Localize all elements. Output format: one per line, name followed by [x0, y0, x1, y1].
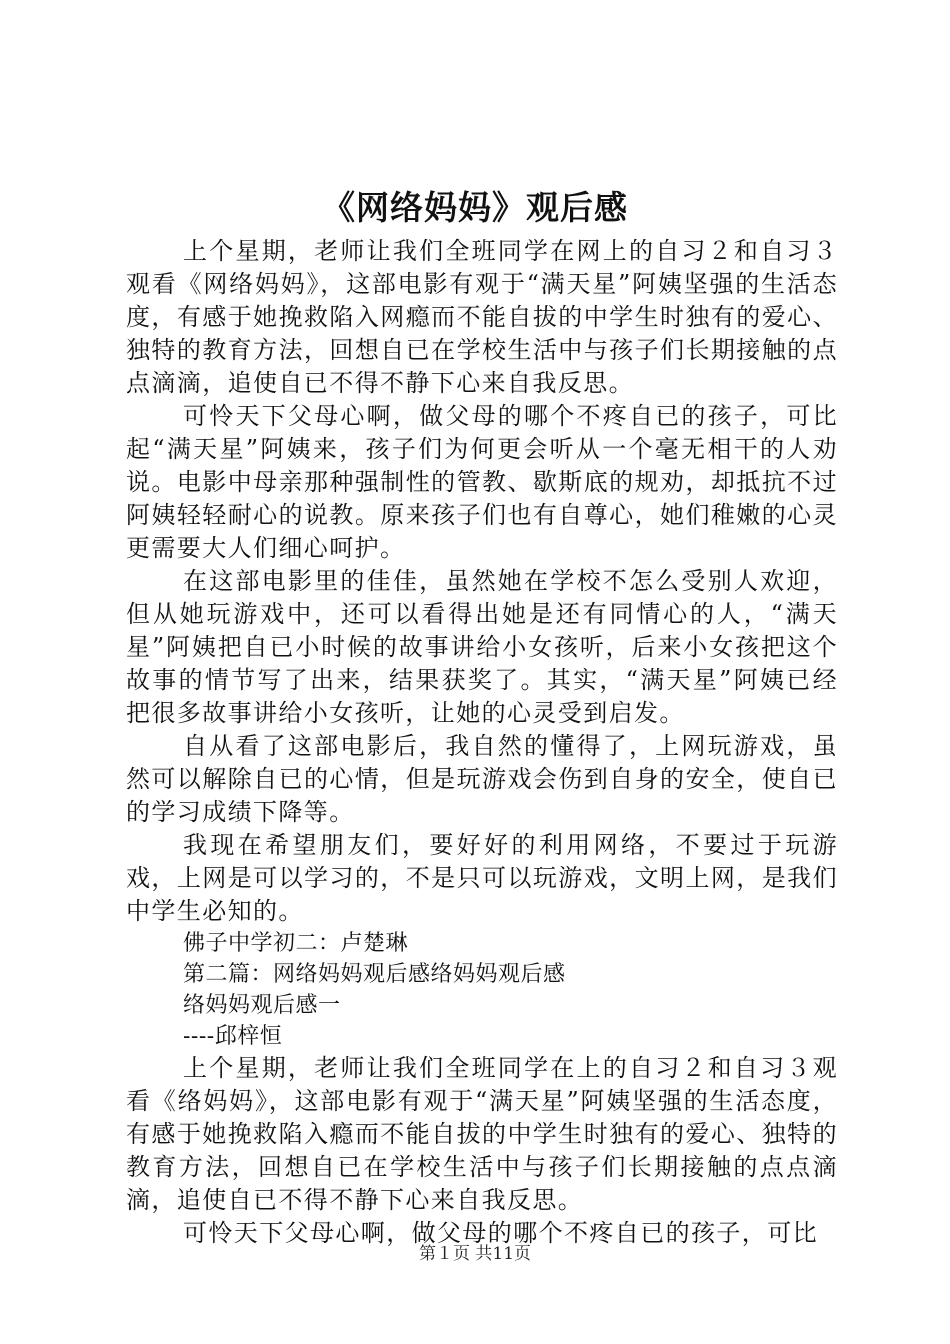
paragraph: 我现在希望朋友们，要好好的利用网络，不要过于玩游戏，上网是可以学习的，不是只可以玩游戏，文明上网，是我们中学生必知的。: [126, 831, 838, 925]
document-body: [126, 235, 838, 1250]
paragraph: 可怜天下父母心啊，做父母的哪个不疼自已的孩子，可比起“满天星”阿姨来，孩子们为何更会听从一个毫无相干的人劝说。电影中母亲那种强制性的管教、歇斯底的规劝，却抵抗不过阿姨轻轻耐心的说教。原来孩子们也有自尊心，她们稚嫩的心灵更需要大人们细心呵护。: [126, 402, 838, 562]
paragraph: 上个星期，老师让我们全班同学在上的自习２和自习３观看《络妈妈》，这部电影有观于“满天星”阿姨坚强的生活态度，有感于她挽救陷入瘾而不能自拔的中学生时独有的爱心、独特的教育方法，回想自已在学校生活中与孩子们长期接触的点点滴滴，追使自已不得不静下心来自我反思。: [126, 1054, 838, 1214]
paragraph: 在这部电影里的佳佳，虽然她在学校不怎么受别人欢迎，但从她玩游戏中，还可以看得出她是还有同情心的人，“满天星”阿姨把自已小时候的故事讲给小女孩听，后来小女孩把这个故事的情节写了出来，结果获奖了。其实，“满天星”阿姨已经把很多故事讲给小女孩听，让她的心灵受到启发。: [126, 567, 838, 727]
paragraph: 可怜天下父母心啊，做父母的哪个不疼自已的孩子，可比: [183, 1219, 818, 1247]
author-line: 佛子中学初二：卢楚琳: [183, 931, 409, 956]
page-title: 《网络妈妈》观后感: [322, 188, 628, 227]
author-line: ----邱梓恒: [183, 1024, 283, 1049]
page-footer: 第１页 共11页: [418, 1244, 532, 1264]
subsection-heading: 络妈妈观后感一: [183, 993, 341, 1018]
paragraph: 自从看了这部电影后，我自然的懂得了，上网玩游戏，虽然可以解除自已的心情，但是玩游戏会伤到自身的安全，使自已的学习成绩下降等。: [126, 732, 838, 826]
paragraph: 上个星期，老师让我们全班同学在网上的自习２和自习３观看《网络妈妈》，这部电影有观于“满天星”阿姨坚强的生活态度，有感于她挽救陷入网瘾而不能自拔的中学生时独有的爱心、独特的教育方法，回想自已在学校生活中与孩子们长期接触的点点滴滴，追使自已不得不静下心来自我反思。: [126, 237, 838, 397]
section-heading: 第二篇：网络妈妈观后感络妈妈观后感: [183, 962, 566, 987]
